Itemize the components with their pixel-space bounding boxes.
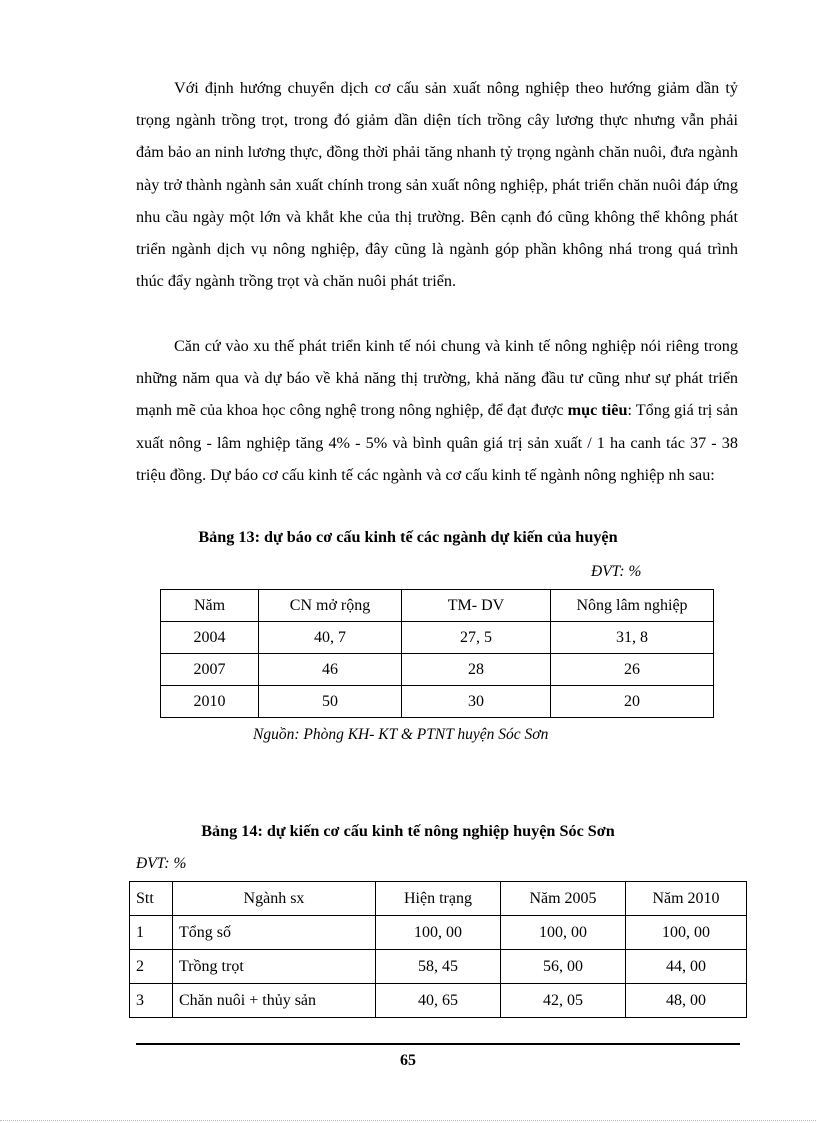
table14-cell: 100, 00 [501,916,626,950]
table-row [161,654,714,686]
table14 [129,881,747,1018]
table13-cell: 20 [551,686,714,718]
table14-cell: 56, 00 [501,950,626,984]
table13 [160,589,714,718]
table13-cell: 2010 [161,686,259,718]
page-number: 65 [400,1052,416,1069]
table14-cell: 42, 05 [501,984,626,1018]
table14-cell: 58, 45 [376,950,501,984]
page-bottom-border [0,1120,816,1121]
table13-header-cell: Năm [161,590,259,622]
table13-cell: 2004 [161,622,259,654]
paragraph-1: Với định hướng chuyển dịch cơ cấu sản xuất nông nghiệp theo hướng giảm dần tỷ trọng ngành trồng trọt, trong đó giảm dần diện tích trồng cây lương thực nhưng vẫn phải đảm bảo an ninh lương thực, đồng thời phải tăng nhanh tỷ trọng ngành chăn nuôi, đưa ngành này trở thành ngành sản xuất chính trong sản xuất nông nghiệp, phát triển chăn nuôi đáp ứng nhu cầu ngày một lớn và khắt khe của thị trường. Bên cạnh đó cũng không thể không phát triển ngành dịch vụ nông nghiệp, đây cũng là ngành góp phần không nhá trong quá trình thúc đẩy ngành trồng trọt và chăn nuôi phát triển. [136,79,738,291]
table14-cell: Chăn nuôi + thủy sản [173,984,376,1018]
table14-cell: 3 [130,984,173,1018]
table13-header-cell: CN mở rộng [259,590,402,622]
footer-divider [136,1043,740,1045]
table14-cell: Tổng số [173,916,376,950]
table13-cell: 26 [551,654,714,686]
paragraph-2 [136,330,738,491]
table13-cell: 27, 5 [402,622,551,654]
table14-header-cell: Năm 2010 [626,882,747,916]
table13-header-cell: Nông lâm nghiệp [551,590,714,622]
paragraph-2-start: Căn cứ vào xu thế phát triển kinh tế nói chung và kinh tế nông nghiệp nói riêng trong những năm qua và dự báo về khả năng thị trường, khả năng đầu tư cũng như sự phát triển mạnh mẽ của khoa học công nghệ trong nông nghiệp, để đạt được [136,337,738,420]
table14-cell: Trồng trọt [173,950,376,984]
table-row [161,622,714,654]
table13-cell: 40, 7 [259,622,402,654]
table14-unit: ĐVT: % [136,855,187,872]
table-row [130,916,747,950]
table14-cell: 1 [130,916,173,950]
table-row [130,950,747,984]
table14-caption: Bảng 14: dự kiến cơ cấu kinh tế nông nghiệp huyện Sóc Sơn [201,822,615,840]
table13-cell: 50 [259,686,402,718]
table13-caption: Bảng 13: dự báo cơ cấu kinh tế các ngành dự kiến của huyện [198,528,618,546]
table14-cell: 100, 00 [376,916,501,950]
table13-source: Nguồn: Phòng KH- KT & PTNT huyện Sóc Sơn [253,726,549,743]
table14-cell: 48, 00 [626,984,747,1018]
table14-header-row [130,882,747,916]
paragraph-2-bold: mục tiêu [567,401,628,420]
table14-cell: 2 [130,950,173,984]
table13-header-cell: TM- DV [402,590,551,622]
table13-header-row [161,590,714,622]
table13-cell: 31, 8 [551,622,714,654]
table-row [161,686,714,718]
table13-cell: 46 [259,654,402,686]
table13-unit: ĐVT: % [591,563,642,580]
table14-header-cell: Năm 2005 [501,882,626,916]
paragraph-2-end: : Tổng giá trị sản xuất nông - lâm nghiệp tăng 4% - 5% và bình quân giá trị sản xuất / 1 ha canh tác 37 - 38 triệu đồng. Dự báo cơ cấu kinh tế các ngành và cơ cấu kinh tế ngành nông nghiệp nh sau: [136,401,738,484]
table13-cell: 30 [402,686,551,718]
table-row [130,984,747,1018]
table14-cell: 44, 00 [626,950,747,984]
table14-header-cell: Stt [130,882,173,916]
table14-cell: 40, 65 [376,984,501,1018]
table13-cell: 2007 [161,654,259,686]
table14-header-cell: Hiện trạng [376,882,501,916]
table14-cell: 100, 00 [626,916,747,950]
table13-cell: 28 [402,654,551,686]
table14-header-cell: Ngành sx [173,882,376,916]
